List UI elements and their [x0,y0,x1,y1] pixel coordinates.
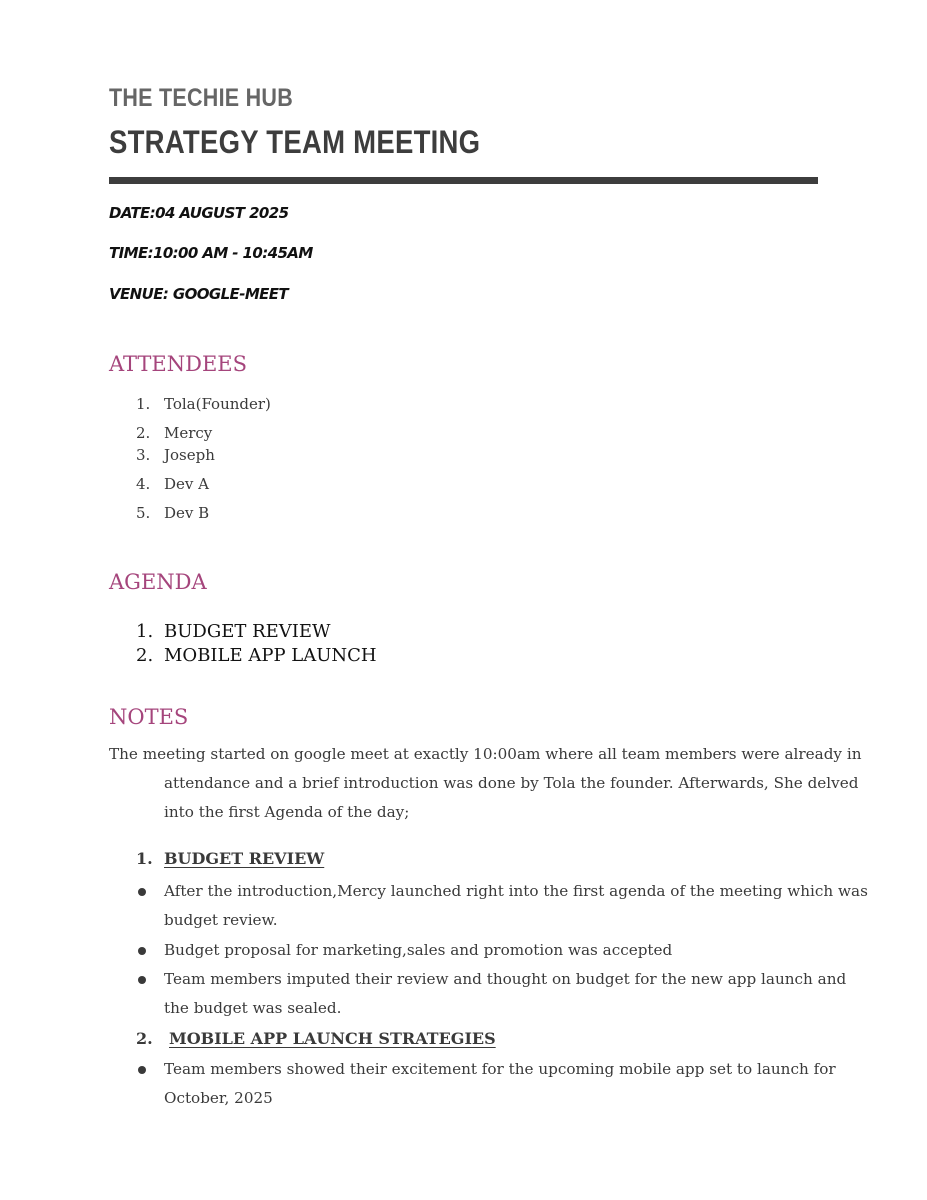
attendee-name: Tola(Founder) [164,395,271,413]
attendee-name: Joseph [164,446,215,464]
organization-name: THE TECHIE HUB [109,84,293,112]
bullet-icon [138,1066,146,1074]
bullet-text-line: Budget proposal for marketing,sales and promotion was accepted [164,941,673,959]
attendee-name: Dev B [164,504,210,522]
bullet-text-line: the budget was sealed. [164,999,342,1017]
agenda-heading: AGENDA [109,570,207,594]
notes-text-line: into the first Agenda of the day; [164,803,410,821]
agenda-item: BUDGET REVIEW [164,621,331,642]
list-item-number: 2. [136,424,151,442]
subsection-title: BUDGET REVIEW [164,849,325,868]
notes-text-line: attendance and a brief introduction was done by Tola the founder. Afterwards, She delved [164,774,859,792]
bullet-icon [138,947,146,955]
meeting-date: DATE:04 AUGUST 2025 [109,204,289,222]
bullet-text-line: budget review. [164,911,278,929]
subsection-number: 2. [136,1029,153,1048]
notes-heading: NOTES [109,705,189,729]
bullet-icon [138,976,146,984]
bullet-text-line: October, 2025 [164,1089,273,1107]
list-item-number: 1. [136,621,154,642]
notes-text-line: The meeting started on google meet at exactly 10:00am where all team members were already in [109,745,862,763]
title-divider [109,177,818,184]
bullet-text-line: After the introduction,Mercy launched right into the first agenda of the meeting which was [164,882,868,900]
subsection-title: MOBILE APP LAUNCH STRATEGIES [169,1029,496,1048]
meeting-venue: VENUE: GOOGLE-MEET [109,285,289,303]
bullet-text-line: Team members showed their excitement for the upcoming mobile app set to launch for [164,1060,836,1078]
list-item-number: 4. [136,475,151,493]
bullet-text-line: Team members imputed their review and thought on budget for the new app launch and [164,970,847,988]
agenda-item: MOBILE APP LAUNCH [164,645,377,666]
meeting-time: TIME:10:00 AM - 10:45AM [109,244,313,262]
list-item-number: 1. [136,395,151,413]
attendee-name: Mercy [164,424,213,442]
subsection-number: 1. [136,849,153,868]
document-title: STRATEGY TEAM MEETING [109,124,481,160]
bullet-icon [138,888,146,896]
list-item-number: 5. [136,504,151,522]
list-item-number: 3. [136,446,151,464]
attendees-heading: ATTENDEES [109,352,248,376]
list-item-number: 2. [136,645,154,666]
attendee-name: Dev A [164,475,209,493]
